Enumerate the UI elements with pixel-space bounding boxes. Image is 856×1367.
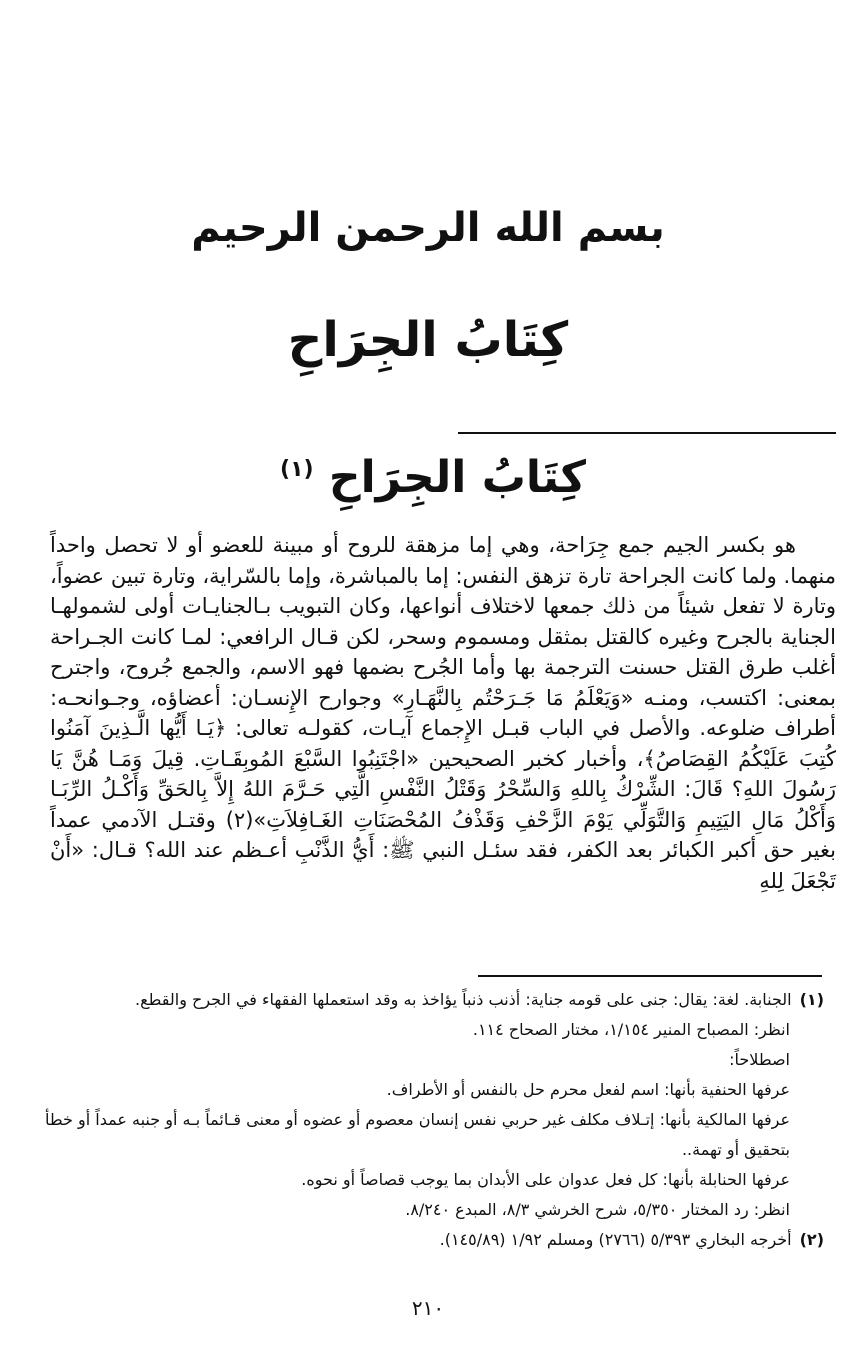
footnote-text: عرفها الحنابلة بأنها: كل فعل عدوان على الأبدان بما يوجب قصاصاً أو نحوه. — [301, 1170, 790, 1189]
footnote-line — [38, 1075, 824, 1105]
footnote-line — [38, 1105, 824, 1165]
footnote-text: انظر: المصباح المنير ١/١٥٤، مختار الصحاح ١١٤. — [472, 1020, 790, 1039]
page-number: ٢١٠ — [411, 1296, 445, 1320]
chapter-footnote-marker: (١) — [280, 457, 314, 483]
footnote-divider — [478, 975, 822, 977]
footnote-line — [38, 1015, 824, 1045]
body-paragraph: هو بكسر الجيم جمع جِرَاحة، وهي إما مزهقة للروح أو مبينة للعضو أو لا تحصل واحداً منهما. ولما كانت الجراحة تارة تزهق النفس: إما بالمباشرة، وإما بالسّراية، وتارة تبين عضواً، وتارة لا تفعل شيئاً من ذلك جمعها لاختلاف أنواعها، وكان التبويب بـالجنايـات أولى لشمولهـا الجناية بالجرح وغيره كالقتل بمثقل ومسموم وسحر، لكن قـال الرافعي: لمـا كانت الجـراحة أغلب طرق القتل حسنت الترجمة بها وأما الجُرح بضمها فهو الاسم، والجمع جُروح، واجترح بمعنى: اكتسب، ومنـه «وَيَعْلَمُ مَا جَـرَحْتُم بِالنَّهَـارِ» وجوارح الإِنسـان: أعضاؤه، وجـوانحـه: أطراف ضلوعه. والأصل في الباب قبـل الإِجماع آيـات، كقولـه تعالى: ﴿يَـا أَيُّها الَّـذِينَ آمَنُوا كُتِبَ عَلَيْكُمُ القِصَاصُ﴾، وأخبار كخبر الصحيحين «اجْتَنِبُوا السَّبْعَ المُوبِقَـاتِ. قِيلَ وَمَـا هُنَّ يَا رَسُولَ اللهِ؟ قَالَ: الشِّرْكُ بِاللهِ وَالسِّحْرُ وَقَتْلُ النَّفْسِ الَّتِي حَـرَّمَ اللهُ إِلاَّ بِالحَقِّ وَأَكْـلُ الرِّبَـا وَأَكْلُ مَالِ اليَتِيمِ وَالتَّوَلِّي يَوْمَ الزَّحْفِ وَقَذْفُ المُحْصَنَاتِ الغَـافِلاَتِ»(٢) وقتـل الآدمي عمداً بغير حق أكبر الكبائر بعد الكفر، فقد سئـل النبي ﷺ: أَيُّ الذَّنْبِ أعـظم عند الله؟ قـال: «أَنْ تَجْعَلَ لِلهِ — [50, 533, 837, 893]
chapter-title — [0, 452, 856, 503]
footnotes — [38, 985, 824, 1255]
footnote-text: عرفها المالكية بأنها: إتـلاف مكلف غير حربي نفس إنسان معصوم أو عضوه أو معنى قـائماً بـه أو جنبه عمداً أو خطأ بتحقيق أو تهمة.. — [45, 1110, 790, 1159]
footnote-line — [38, 1165, 824, 1195]
footnote-text: عرفها الحنفية بأنها: اسم لفعل محرم حل بالنفس أو الأطراف. — [386, 1080, 790, 1099]
body-text — [50, 530, 836, 896]
footnote-line — [38, 985, 824, 1015]
footnote-number: (٢) — [799, 1230, 824, 1249]
footnote-line — [38, 1045, 824, 1075]
basmala: بسم الله الرحمن الرحيم — [191, 205, 665, 251]
footnote-number: (١) — [799, 990, 824, 1009]
book-title: كِتَابُ الجِرَاحِ — [287, 312, 569, 368]
footnote-line — [38, 1195, 824, 1225]
footnote-text: الجنابة. لغة: يقال: جنى على قومه جناية: أذنب ذنباً يؤاخذ به وقد استعملها الفقهاء في الجرح والقطع. — [135, 990, 792, 1009]
footnote-text: اصطلاحاً: — [729, 1050, 790, 1069]
footnote-text: انظر: رد المختار ٥/٣٥٠، شرح الخرشي ٨/٣، المبدع ٨/٢٤٠. — [405, 1200, 790, 1219]
footnote-text: أخرجه البخاري ٥/٣٩٣ (٢٧٦٦) ومسلم ١/٩٢ (١٤٥/٨٩). — [439, 1230, 792, 1249]
footnote-line — [38, 1225, 824, 1255]
title-divider — [458, 432, 836, 434]
chapter-title-text: كِتَابُ الجِرَاحِ — [328, 452, 586, 503]
